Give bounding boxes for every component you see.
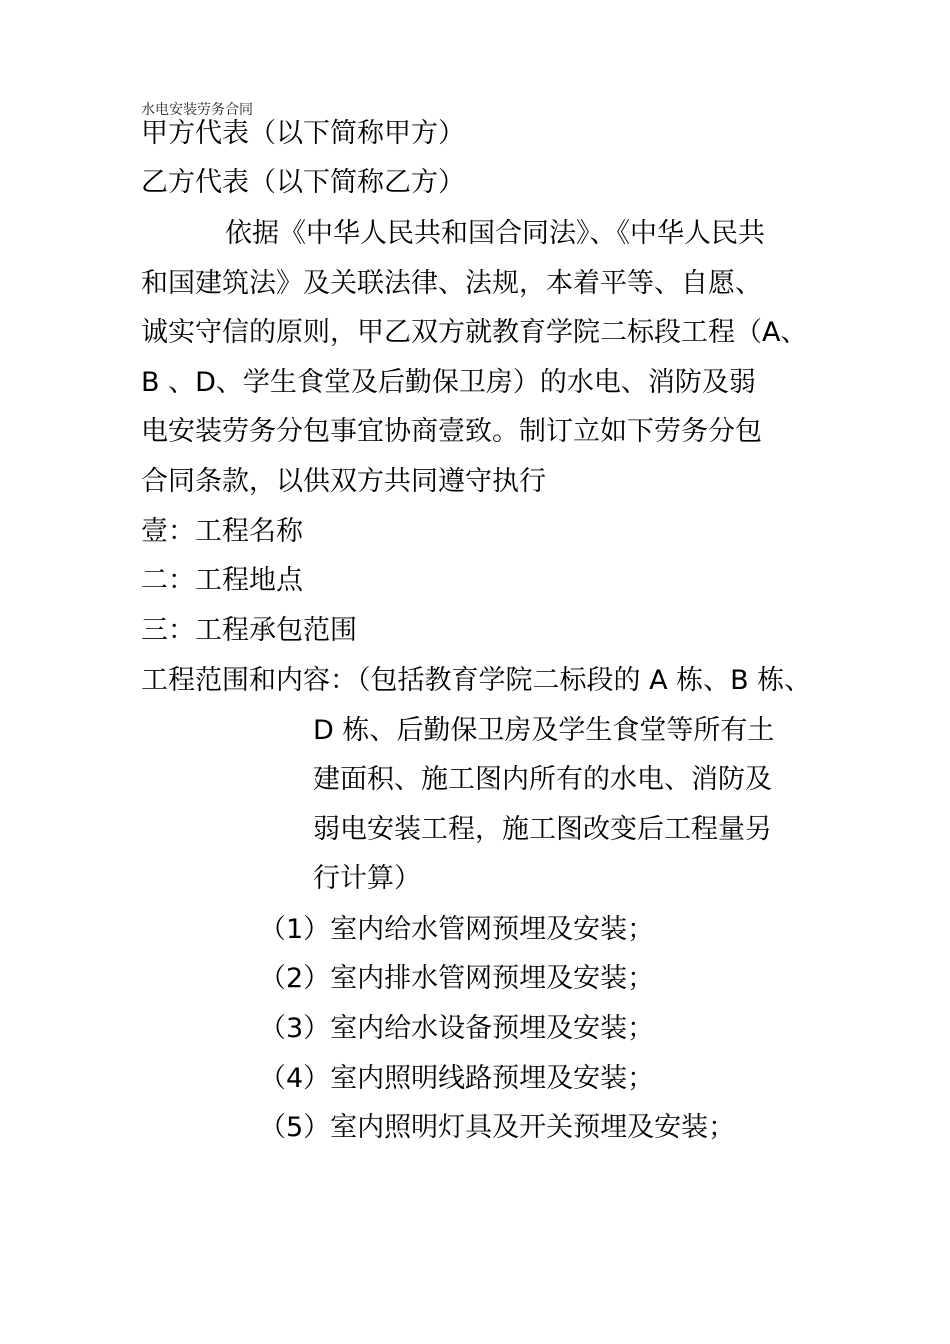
scope-item: （1）室内给水管网预埋及安装； [259,914,655,945]
scope-item: （2）室内排水管网预埋及安装； [259,963,655,994]
scope-continuation-line: 弱电安装工程，施工图改变后工程量另 [313,814,772,845]
party-a-line: 甲方代表（以下简称甲方） [141,118,465,149]
intro-line: 合同条款，以供双方共同遵守执行 [141,466,546,497]
scope-item: （3）室内给水设备预埋及安装； [259,1013,655,1044]
party-b-line: 乙方代表（以下简称乙方） [141,167,465,198]
scope-item: （5）室内照明灯具及开关预埋及安装； [259,1112,736,1143]
intro-line: 依据《中华人民共和国合同法》、《中华人民共 [225,218,765,249]
intro-line: 和国建筑法》及关联法律、法规，本着平等、自愿、 [141,268,762,299]
document-header-title: 水电安装劳务合同 [141,102,253,118]
section-heading: 三：工程承包范围 [141,615,357,646]
section-heading: 壹：工程名称 [141,516,303,547]
scope-intro-line: 工程范围和内容：（包括教育学院二标段的 A 栋、B 栋、 [141,665,812,696]
intro-line: 诚实守信的原则，甲乙双方就教育学院二标段工程（A、 [141,317,808,348]
intro-line: B 、D、学生食堂及后勤保卫房）的水电、消防及弱 [141,367,756,398]
section-heading: 二：工程地点 [141,565,303,596]
scope-continuation-line: 建面积、施工图内所有的水电、消防及 [313,764,772,795]
scope-continuation-line: 行计算） [313,863,421,894]
scope-continuation-line: D 栋、后勤保卫房及学生食堂等所有土 [313,715,775,746]
intro-line: 电安装劳务分包事宜协商壹致。制订立如下劳务分包 [141,416,762,447]
scope-item: （4）室内照明线路预埋及安装； [259,1063,655,1094]
